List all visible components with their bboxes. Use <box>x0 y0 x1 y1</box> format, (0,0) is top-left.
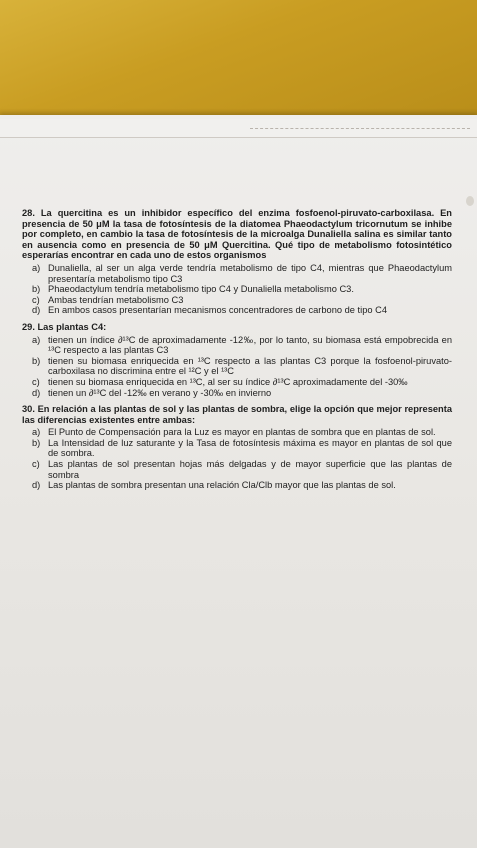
question-30 <box>22 404 452 491</box>
dashed-line <box>250 128 470 129</box>
option-letter: d) <box>32 387 41 398</box>
option-letter: b) <box>32 284 41 295</box>
option-text: tienen su biomasa enriquecida en ¹³C, al ser su índice ∂¹³C aproximadamente del -30‰ <box>48 376 408 387</box>
question-29 <box>22 322 452 398</box>
option-letter: c) <box>32 459 40 470</box>
question-stem: 28. La quercitina es un inhibidor específico del enzima fosfoenol-piruvato-carboxilasa. En presencia de 50 μM la tasa de fotosíntesis de la diatomea Phaeodactylum tricornutum se inhibe por completo, en cambio la tasa de fotosíntesis de la microalga Dunaliella salina es similar tanto en ausencia como en presencia de 50 μM Quercitina. Qué tipo de metabolismo fotosintético esperarías encontrar en cada uno de estos organismos <box>22 208 452 261</box>
exam-questions <box>22 208 452 497</box>
option-letter: d) <box>32 305 41 316</box>
option-text: El Punto de Compensación para la Luz es mayor en plantas de sombra que en plantas de sol. <box>48 427 436 438</box>
option-a <box>32 263 452 284</box>
option-list <box>22 263 452 316</box>
question-28 <box>22 208 452 316</box>
paper-mark <box>466 196 474 206</box>
option-text: tienen un índice ∂¹³C de aproximadamente -12‰, por lo tanto, su biomasa está empobrecida en ¹³C respecto a las plantas C3 <box>48 334 452 356</box>
option-text: La Intensidad de luz saturante y la Tasa de fotosíntesis máxima es mayor en plantas de sol que de sombra. <box>48 437 452 459</box>
option-b <box>32 438 452 459</box>
option-text: Ambas tendrían metabolismo C3 <box>48 294 184 305</box>
option-letter: b) <box>32 437 41 448</box>
option-letter: b) <box>32 355 41 366</box>
option-list <box>22 427 452 491</box>
option-text: En ambos casos presentarían mecanismos concentradores de carbono de tipo C4 <box>48 305 388 316</box>
option-list <box>22 335 452 399</box>
option-letter: a) <box>32 427 41 438</box>
option-c <box>32 295 452 306</box>
option-c <box>32 459 452 480</box>
option-b <box>32 356 452 377</box>
option-letter: a) <box>32 334 41 345</box>
question-stem: 30. En relación a las plantas de sol y las plantas de sombra, elige la opción que mejor representa las diferencias existentes entre ambas: <box>22 404 452 425</box>
option-c <box>32 377 452 388</box>
option-text: tienen un ∂¹³C del -12‰ en verano y -30‰ en invierno <box>48 387 272 398</box>
option-letter: c) <box>32 294 40 305</box>
option-d <box>32 388 452 399</box>
option-a <box>32 427 452 438</box>
option-text: Dunaliella, al ser un alga verde tendría metabolismo de tipo C4, mientras que Phaeodactylum presentaría metabolismo tipo C3 <box>48 262 452 284</box>
option-text: tienen su biomasa enriquecida en ¹³C respecto a las plantas C3 porque la fosfoenol-piruvato-carboxilasa no discrimina entre el ¹²C y el ¹³C <box>48 355 452 377</box>
option-text: Las plantas de sombra presentan una relación Cla/Clb mayor que las plantas de sol. <box>48 480 396 491</box>
option-letter: a) <box>32 262 41 273</box>
option-text: Phaeodactylum tendría metabolismo tipo C4 y Dunaliella metabolismo C3. <box>48 284 354 295</box>
option-letter: d) <box>32 480 41 491</box>
option-d <box>32 305 452 316</box>
option-b <box>32 284 452 295</box>
option-letter: c) <box>32 376 40 387</box>
option-d <box>32 480 452 491</box>
option-a <box>32 335 452 356</box>
question-stem: 29. Las plantas C4: <box>22 321 107 332</box>
option-text: Las plantas de sol presentan hojas más delgadas y de mayor superficie que las plantas de sombra <box>48 459 452 480</box>
